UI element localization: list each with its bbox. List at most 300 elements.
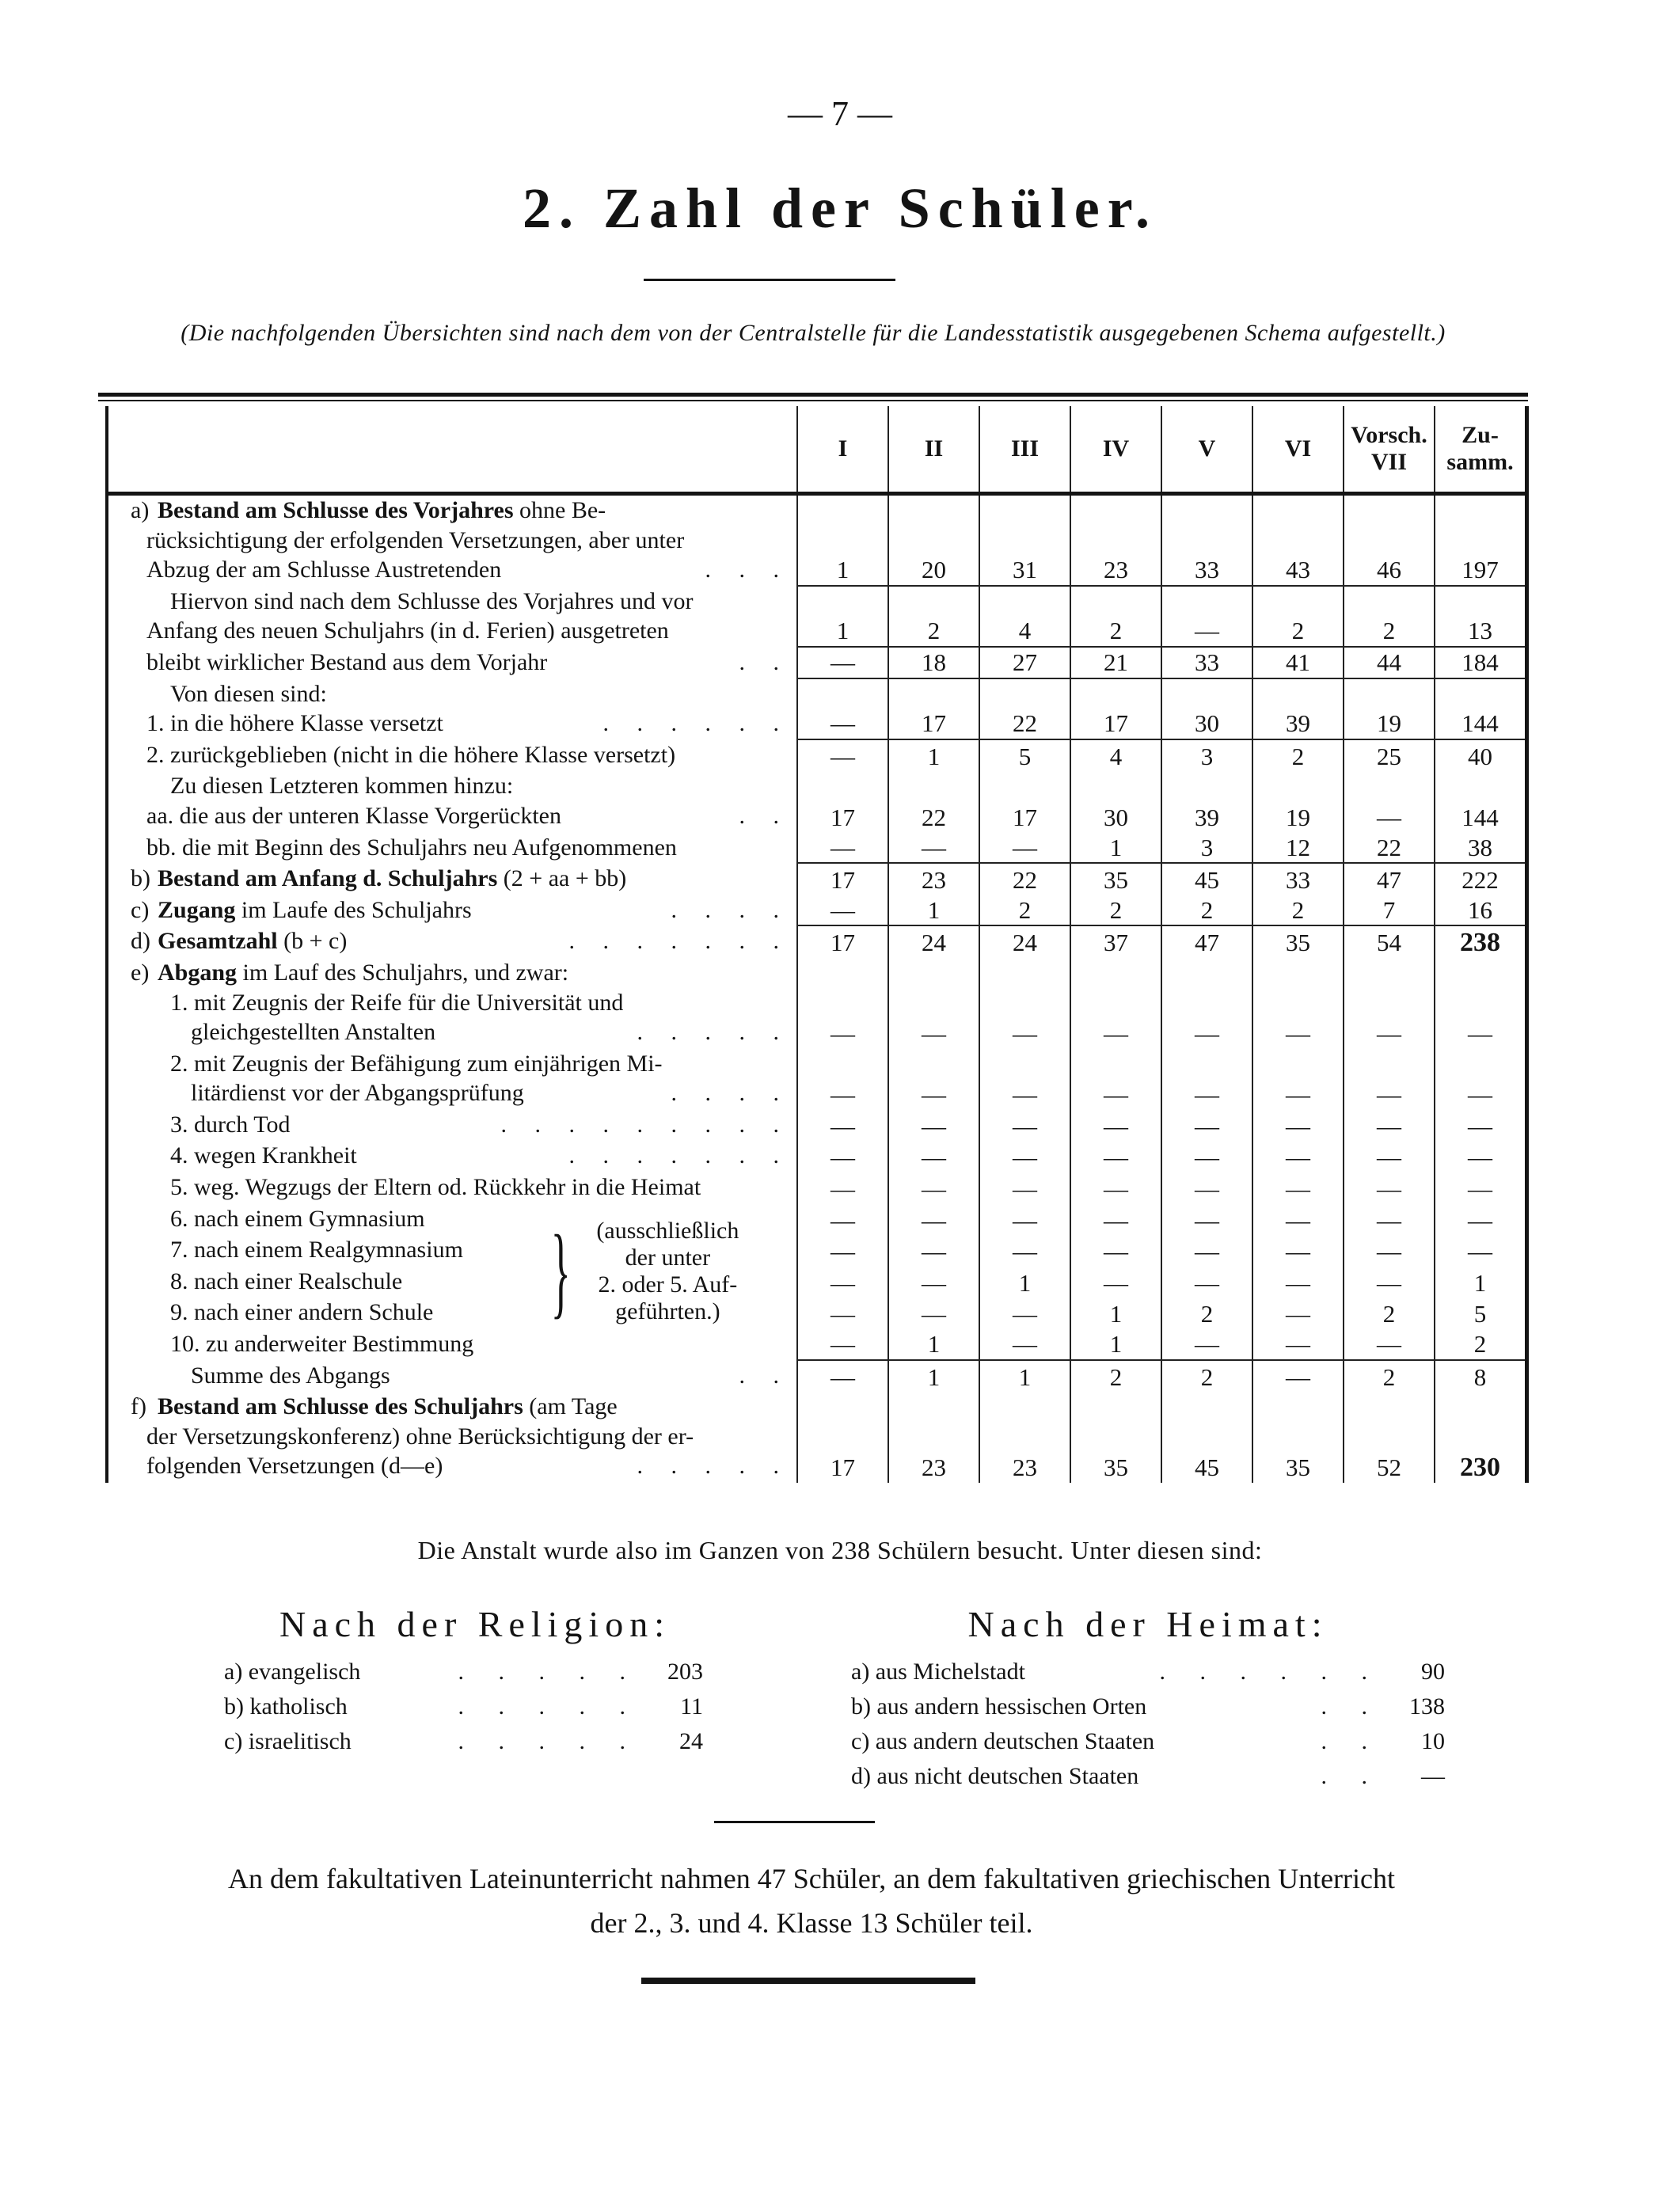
value-cell bbox=[1252, 958, 1343, 988]
value-cell bbox=[979, 1141, 1070, 1172]
religion-item-label: b) katholisch bbox=[224, 1693, 348, 1720]
cell-value: 4 bbox=[980, 616, 1070, 648]
value-cell bbox=[1252, 587, 1343, 648]
cell-value: 17 bbox=[830, 1454, 855, 1482]
row-label bbox=[108, 864, 796, 895]
value-cell bbox=[1343, 1361, 1434, 1393]
value-cell bbox=[1434, 1298, 1525, 1329]
cell-value bbox=[1435, 679, 1525, 709]
value-cell bbox=[1070, 1235, 1161, 1267]
cell-value: 3 bbox=[1200, 742, 1214, 770]
value-cell bbox=[796, 1110, 888, 1142]
cell-value: — bbox=[922, 1268, 946, 1297]
cell-value: — bbox=[1286, 1143, 1310, 1172]
value-cell bbox=[1070, 801, 1161, 833]
value-cell bbox=[1252, 709, 1343, 740]
cell-value: 45 bbox=[1195, 866, 1219, 895]
cell-value: — bbox=[1013, 1175, 1037, 1203]
column-header bbox=[1343, 406, 1434, 492]
row-marker: b) bbox=[131, 865, 150, 892]
value-cell bbox=[1252, 864, 1343, 895]
cell-value: — bbox=[922, 1300, 946, 1328]
value-cell bbox=[1434, 1110, 1525, 1142]
cell-value: 1 bbox=[1071, 1329, 1161, 1361]
value-cell bbox=[1343, 1110, 1434, 1142]
cell-value: 17 bbox=[1071, 709, 1161, 740]
value-cell bbox=[1434, 1392, 1525, 1483]
value-cell bbox=[1161, 1141, 1252, 1172]
value-cell bbox=[1343, 1049, 1434, 1110]
row-label-text: gleichgestellten Anstalten bbox=[191, 1019, 436, 1046]
dot-leader: . . . . . bbox=[637, 1019, 790, 1046]
cell-value: — bbox=[1013, 1300, 1037, 1328]
bracket-note-line: der unter bbox=[625, 1244, 711, 1271]
value-cell bbox=[1161, 958, 1252, 988]
row-label-text: im Laufe des Schuljahrs bbox=[235, 896, 472, 923]
cell-value: 35 bbox=[1286, 929, 1310, 957]
cell-value bbox=[1071, 679, 1161, 709]
final-paragraph bbox=[87, 1856, 1536, 1945]
cell-value: 1 bbox=[889, 1329, 979, 1361]
row-label bbox=[108, 1172, 796, 1204]
heimat-item-label: d) aus nicht deutschen Staaten bbox=[851, 1763, 1139, 1789]
row-label bbox=[108, 988, 796, 1049]
cell-value bbox=[1162, 771, 1252, 801]
value-cell bbox=[979, 587, 1070, 648]
table-row bbox=[108, 496, 1525, 587]
schema-note: (Die nachfolgenden Übersichten sind nach dem von der Centralstelle für die Landesstatistik ausgegebenen Schema aufgestellt.) bbox=[181, 320, 1446, 346]
value-cell bbox=[1161, 1204, 1252, 1236]
cell-value: 23 bbox=[1013, 1454, 1037, 1482]
cell-value: 1 bbox=[798, 616, 888, 648]
value-cell bbox=[1161, 648, 1252, 679]
cell-value bbox=[1162, 958, 1252, 988]
value-cell bbox=[1252, 1361, 1343, 1393]
cell-value: 2 bbox=[1382, 1300, 1396, 1328]
value-cell bbox=[796, 1267, 888, 1298]
cell-value: 35 bbox=[1104, 866, 1128, 895]
value-cell bbox=[1070, 864, 1161, 895]
value-cell bbox=[1434, 1141, 1525, 1172]
dot-leader: . . bbox=[739, 1362, 790, 1389]
table-row bbox=[108, 1329, 1525, 1361]
row-label-text: 10. zu anderweiter Bestimmung bbox=[170, 1331, 474, 1358]
value-cell bbox=[1070, 1049, 1161, 1110]
value-cell bbox=[1070, 771, 1161, 801]
dot-leader: . . . . . bbox=[637, 1453, 790, 1480]
dot-leader: . . . . bbox=[671, 896, 790, 923]
cell-value: — bbox=[1377, 803, 1401, 831]
value-cell bbox=[1343, 679, 1434, 709]
cell-value: 17 bbox=[1013, 803, 1037, 831]
value-cell bbox=[1070, 1204, 1161, 1236]
cell-value: 2 bbox=[1162, 895, 1252, 927]
row-label-text: folgenden Versetzungen (d—e) bbox=[146, 1453, 443, 1480]
cell-value: 39 bbox=[1195, 803, 1219, 831]
religion-item-value: 203 bbox=[667, 1659, 703, 1685]
row-marker: d) bbox=[131, 928, 150, 955]
cell-value: — bbox=[830, 1112, 855, 1140]
value-cell bbox=[979, 1204, 1070, 1236]
value-cell bbox=[888, 895, 979, 927]
value-cell bbox=[1252, 801, 1343, 833]
value-cell bbox=[979, 926, 1070, 958]
row-label-text: 2. zurückgeblieben (nicht in die höhere Klasse versetzt) bbox=[146, 741, 676, 768]
cell-value bbox=[889, 958, 979, 988]
cell-value: 5 bbox=[1018, 742, 1032, 770]
value-cell bbox=[1161, 1392, 1252, 1483]
row-label-bold: Gesamtzahl bbox=[158, 928, 278, 955]
value-cell bbox=[1070, 648, 1161, 679]
value-cell bbox=[1161, 496, 1252, 587]
cell-value: — bbox=[1104, 1112, 1128, 1140]
value-cell bbox=[888, 1110, 979, 1142]
cell-value: — bbox=[830, 1081, 855, 1109]
value-cell bbox=[796, 709, 888, 740]
cell-value: 33 bbox=[1286, 866, 1310, 895]
value-cell bbox=[888, 771, 979, 801]
cell-value: — bbox=[1377, 1020, 1401, 1048]
cell-value: — bbox=[980, 833, 1070, 864]
row-label-text: 4. wegen Krankheit bbox=[170, 1142, 357, 1169]
value-cell bbox=[1434, 1172, 1525, 1204]
value-cell bbox=[1343, 833, 1434, 864]
cell-value: — bbox=[1013, 1081, 1037, 1109]
heimat-item-label: b) aus andern hessischen Orten bbox=[851, 1693, 1147, 1720]
cell-value: — bbox=[922, 1206, 946, 1234]
cell-value bbox=[1162, 679, 1252, 709]
cell-value bbox=[798, 958, 888, 988]
value-cell bbox=[1070, 1298, 1161, 1329]
value-cell bbox=[796, 740, 888, 772]
row-label-line bbox=[120, 958, 790, 988]
cell-value: — bbox=[922, 1237, 946, 1266]
value-cell bbox=[888, 740, 979, 772]
value-cell bbox=[1161, 864, 1252, 895]
cell-value: — bbox=[1104, 1206, 1128, 1234]
value-cell bbox=[979, 1298, 1070, 1329]
cell-value: — bbox=[1104, 1020, 1128, 1048]
cell-value bbox=[980, 679, 1070, 709]
cell-value: 8 bbox=[1473, 1362, 1487, 1391]
row-label-text: Abzug der am Schlusse Austretenden bbox=[146, 557, 502, 583]
cell-value bbox=[1253, 958, 1343, 988]
cell-value: — bbox=[830, 1362, 855, 1391]
cell-value: — bbox=[1195, 1081, 1219, 1109]
row-label bbox=[108, 895, 796, 927]
column-header-label: II bbox=[924, 435, 944, 462]
row-label bbox=[108, 1141, 796, 1172]
row-label-line bbox=[120, 1422, 790, 1452]
value-cell bbox=[1252, 771, 1343, 801]
value-cell bbox=[1343, 864, 1434, 895]
dot-leader: . . bbox=[739, 648, 790, 675]
table-row bbox=[108, 895, 1525, 927]
dot-leader: . . . . . . bbox=[602, 710, 790, 737]
row-label-line bbox=[120, 1110, 790, 1140]
value-cell bbox=[888, 709, 979, 740]
value-cell bbox=[1343, 740, 1434, 772]
cell-value: 54 bbox=[1377, 929, 1401, 957]
cell-value: — bbox=[1195, 1143, 1219, 1172]
column-header bbox=[1252, 406, 1343, 492]
cell-value: — bbox=[1377, 1112, 1401, 1140]
cell-value: — bbox=[1468, 1143, 1492, 1172]
cell-value: 25 bbox=[1377, 742, 1401, 770]
cell-value: — bbox=[830, 1300, 855, 1328]
value-cell bbox=[1343, 1298, 1434, 1329]
value-cell bbox=[979, 958, 1070, 988]
row-label-line bbox=[120, 679, 790, 709]
value-cell bbox=[1161, 1235, 1252, 1267]
value-cell bbox=[1252, 740, 1343, 772]
value-cell bbox=[796, 833, 888, 864]
row-label-text: (am Tage bbox=[523, 1393, 618, 1420]
value-cell bbox=[888, 1329, 979, 1361]
value-cell bbox=[1070, 833, 1161, 864]
table-row bbox=[108, 587, 1525, 648]
row-label-bold: Bestand am Schlusse des Schuljahrs bbox=[158, 1393, 523, 1420]
cell-value: — bbox=[1286, 1175, 1310, 1203]
cell-value bbox=[1071, 771, 1161, 801]
cell-value: — bbox=[1286, 1237, 1310, 1266]
value-cell bbox=[1252, 1267, 1343, 1298]
value-cell bbox=[796, 958, 888, 988]
dot-leader: . . . . . bbox=[458, 1693, 640, 1720]
value-cell bbox=[1252, 1298, 1343, 1329]
value-cell bbox=[979, 679, 1070, 709]
table-row bbox=[108, 958, 1525, 988]
value-cell bbox=[888, 1392, 979, 1483]
cell-value: — bbox=[1013, 1112, 1037, 1140]
dot-leader: . . . . . . . bbox=[568, 1142, 790, 1169]
cell-value bbox=[1435, 958, 1525, 988]
value-cell bbox=[979, 709, 1070, 740]
cell-value: 230 bbox=[1460, 1453, 1500, 1483]
value-cell bbox=[796, 926, 888, 958]
value-cell bbox=[1252, 1235, 1343, 1267]
cell-value: 23 bbox=[922, 866, 946, 895]
value-cell bbox=[1434, 1329, 1525, 1361]
value-cell bbox=[796, 1235, 888, 1267]
cell-value bbox=[980, 771, 1070, 801]
cell-value: — bbox=[922, 1143, 946, 1172]
row-label-line bbox=[120, 988, 790, 1018]
row-label bbox=[108, 958, 796, 988]
cell-value: 22 bbox=[980, 709, 1070, 740]
cell-value: 19 bbox=[1344, 709, 1434, 740]
religion-item-value: 11 bbox=[680, 1693, 703, 1720]
row-label-text: bleibt wirklicher Bestand aus dem Vorjahr bbox=[146, 648, 548, 675]
value-cell bbox=[1252, 1141, 1343, 1172]
row-label bbox=[108, 740, 796, 772]
value-cell bbox=[1434, 1204, 1525, 1236]
table-row bbox=[108, 1204, 1525, 1236]
value-cell bbox=[1343, 958, 1434, 988]
value-cell bbox=[1161, 1329, 1252, 1361]
value-cell bbox=[979, 1110, 1070, 1142]
table-top-rule bbox=[98, 393, 1528, 397]
row-label-text: im Lauf des Schuljahrs, und zwar: bbox=[237, 959, 569, 986]
cell-value: 33 bbox=[1162, 648, 1252, 679]
table-row bbox=[108, 771, 1525, 801]
value-cell bbox=[1161, 587, 1252, 648]
religion-heading: Nach der Religion: bbox=[279, 1604, 671, 1644]
value-cell bbox=[796, 1141, 888, 1172]
cell-value: 22 bbox=[922, 803, 946, 831]
row-label-line bbox=[120, 801, 790, 831]
value-cell bbox=[1070, 679, 1161, 709]
value-cell bbox=[888, 801, 979, 833]
value-cell bbox=[1434, 801, 1525, 833]
dot-leader: . . bbox=[1321, 1728, 1382, 1754]
table-row bbox=[108, 926, 1525, 958]
cell-value: — bbox=[830, 1206, 855, 1234]
value-cell bbox=[888, 1172, 979, 1204]
table-row bbox=[108, 1049, 1525, 1110]
row-label-line bbox=[120, 526, 790, 556]
column-header-label: Vorsch. VII bbox=[1351, 422, 1427, 475]
value-cell bbox=[888, 648, 979, 679]
cell-value: 35 bbox=[1104, 1454, 1128, 1482]
table-row bbox=[108, 679, 1525, 709]
column-header-label: Zu- samm. bbox=[1446, 422, 1514, 475]
cell-value: 43 bbox=[1253, 555, 1343, 587]
value-cell bbox=[1252, 833, 1343, 864]
cell-value: — bbox=[1104, 1237, 1128, 1266]
value-cell bbox=[1434, 679, 1525, 709]
value-cell bbox=[888, 926, 979, 958]
value-cell bbox=[1434, 709, 1525, 740]
cell-value: 22 bbox=[1013, 866, 1037, 895]
row-label-text: der Versetzungskonferenz) ohne Berücksichtigung der er- bbox=[146, 1423, 694, 1450]
row-label-text: 6. nach einem Gymnasium bbox=[170, 1205, 425, 1232]
value-cell bbox=[1434, 1049, 1525, 1110]
row-label-bold: Abgang bbox=[158, 959, 238, 986]
row-label-text: Hiervon sind nach dem Schlusse des Vorjahres und vor bbox=[170, 587, 694, 614]
cell-value: 47 bbox=[1195, 929, 1219, 957]
title-divider bbox=[644, 279, 895, 281]
table-row bbox=[108, 864, 1525, 895]
value-cell bbox=[1252, 679, 1343, 709]
table-row bbox=[108, 1235, 1525, 1267]
row-label-line bbox=[120, 771, 790, 801]
row-label-line bbox=[120, 496, 790, 526]
cell-value: — bbox=[1013, 1020, 1037, 1048]
religion-item bbox=[224, 1689, 703, 1724]
row-label-line bbox=[120, 926, 790, 956]
value-cell bbox=[979, 771, 1070, 801]
value-cell bbox=[888, 958, 979, 988]
cell-value: — bbox=[830, 742, 855, 770]
page-title: 2. Zahl der Schüler. bbox=[522, 177, 1158, 240]
row-marker: a) bbox=[131, 497, 150, 523]
value-cell bbox=[796, 1298, 888, 1329]
cell-value: 3 bbox=[1162, 833, 1252, 864]
value-cell bbox=[1343, 496, 1434, 587]
cell-value: — bbox=[1104, 1175, 1128, 1203]
column-header-label: V bbox=[1198, 435, 1216, 462]
row-label-text: aa. die aus der unteren Klasse Vorgerückten bbox=[146, 802, 561, 829]
value-cell bbox=[888, 1049, 979, 1110]
table-row bbox=[108, 1361, 1525, 1393]
value-cell bbox=[796, 679, 888, 709]
value-cell bbox=[1070, 895, 1161, 927]
dot-leader: . . . . . . bbox=[1159, 1659, 1382, 1685]
cell-value: — bbox=[1195, 1268, 1219, 1297]
value-cell bbox=[1343, 1329, 1434, 1361]
value-cell bbox=[888, 1141, 979, 1172]
cell-value: — bbox=[1468, 1175, 1492, 1203]
cell-value: — bbox=[1195, 1020, 1219, 1048]
cell-value: — bbox=[922, 1081, 946, 1109]
cell-value: — bbox=[922, 1020, 946, 1048]
value-cell bbox=[888, 1298, 979, 1329]
heimat-item bbox=[851, 1689, 1445, 1724]
column-header-label: III bbox=[1010, 435, 1040, 462]
cell-value: 5 bbox=[1473, 1300, 1487, 1328]
value-cell bbox=[1434, 1235, 1525, 1267]
cell-value: 23 bbox=[922, 1454, 946, 1482]
cell-value: — bbox=[830, 1268, 855, 1297]
row-marker: e) bbox=[131, 959, 150, 986]
cell-value bbox=[1071, 958, 1161, 988]
cell-value: 41 bbox=[1253, 648, 1343, 679]
column-header bbox=[796, 406, 888, 492]
cell-value bbox=[889, 771, 979, 801]
cell-value: — bbox=[798, 895, 888, 927]
table-body bbox=[108, 496, 1525, 1483]
table-row bbox=[108, 988, 1525, 1049]
value-cell bbox=[796, 1361, 888, 1393]
value-cell bbox=[979, 1361, 1070, 1393]
cell-value: 2 bbox=[1253, 616, 1343, 648]
value-cell bbox=[1252, 648, 1343, 679]
table-row bbox=[108, 833, 1525, 864]
table-row bbox=[108, 1110, 1525, 1142]
cell-value: — bbox=[1468, 1206, 1492, 1234]
row-label-text: Von diesen sind: bbox=[170, 680, 327, 707]
cell-value: — bbox=[1195, 1175, 1219, 1203]
value-cell bbox=[1434, 926, 1525, 958]
cell-value: 2 bbox=[1253, 895, 1343, 927]
value-cell bbox=[888, 1204, 979, 1236]
row-label-text: 1. mit Zeugnis der Reife für die Universität und bbox=[170, 989, 624, 1016]
cell-value: 238 bbox=[1460, 928, 1500, 958]
cell-value: 1 bbox=[889, 895, 979, 927]
row-label-line bbox=[120, 1049, 790, 1079]
value-cell bbox=[796, 895, 888, 927]
value-cell bbox=[888, 679, 979, 709]
value-cell bbox=[979, 864, 1070, 895]
value-cell bbox=[1070, 1110, 1161, 1142]
religion-item bbox=[224, 1724, 703, 1759]
value-cell bbox=[1252, 496, 1343, 587]
cell-value: 184 bbox=[1435, 648, 1525, 679]
value-cell bbox=[979, 1172, 1070, 1204]
value-cell bbox=[888, 864, 979, 895]
cell-value: 22 bbox=[1344, 833, 1434, 864]
cell-value: 30 bbox=[1104, 803, 1128, 831]
cell-value bbox=[980, 958, 1070, 988]
cell-value: — bbox=[1013, 1143, 1037, 1172]
cell-value: 144 bbox=[1461, 803, 1499, 831]
value-cell bbox=[1070, 709, 1161, 740]
value-cell bbox=[979, 833, 1070, 864]
cell-value: — bbox=[830, 1175, 855, 1203]
value-cell bbox=[979, 740, 1070, 772]
value-cell bbox=[1161, 988, 1252, 1049]
